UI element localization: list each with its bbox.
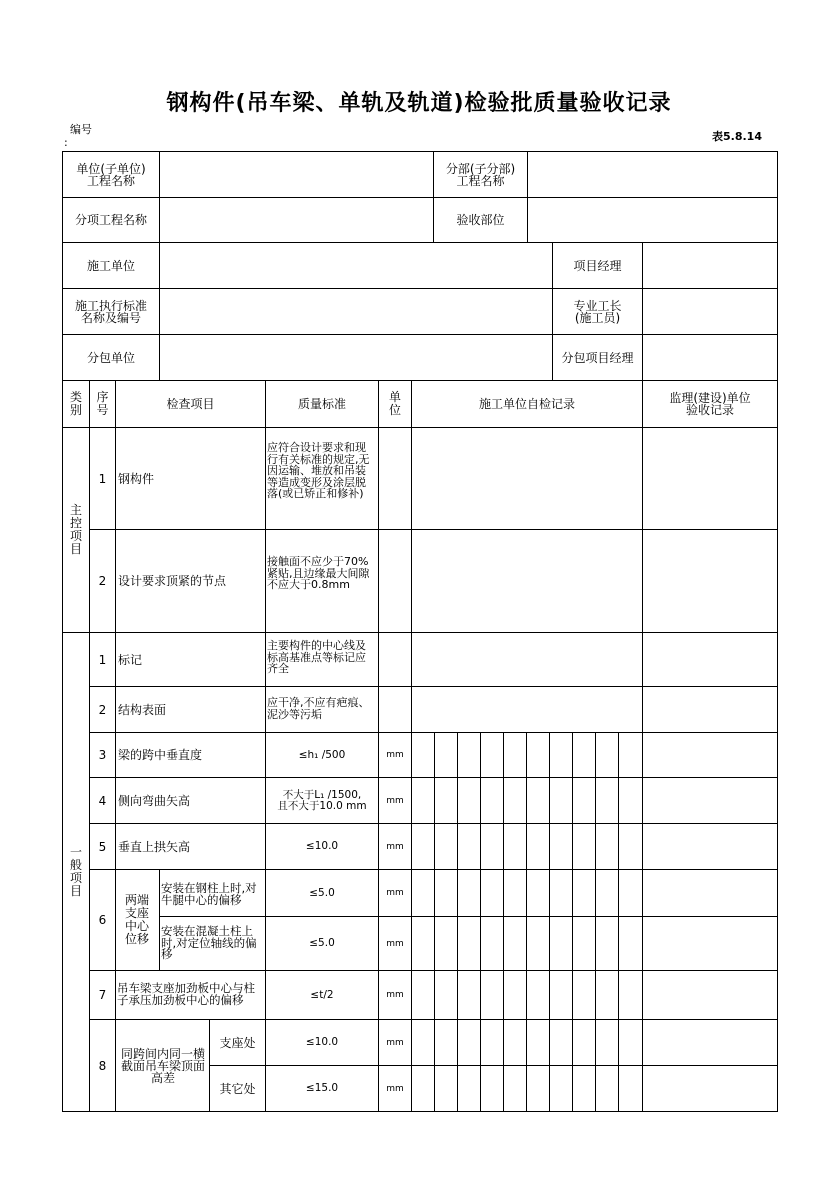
g-row6b-standard: ≤5.0 [309, 937, 335, 949]
g-row8-no: 8 [98, 1058, 107, 1073]
construction-unit-label: 施工单位 [86, 258, 135, 273]
g-row6a-item: 安装在钢柱上时,对牛腿中心的偏移 [161, 881, 257, 907]
main-control-category [63, 428, 89, 632]
subcontractor-label: 分包单位 [86, 350, 135, 365]
project-manager-label: 项目经理 [573, 258, 622, 273]
unit-name-label-line2: 工程名称 [86, 173, 135, 188]
g-row8b-item: 其它处 [219, 1081, 256, 1096]
foreman-label-line2: (施工员) [574, 310, 621, 325]
g-row1-standard: 主要构件的中心线及标高基准点等标记应齐全 [267, 639, 366, 675]
table-number: 表5.8.14 [712, 130, 762, 143]
g-row7-standard: ≤t/2 [310, 988, 334, 1001]
g-row4-standard [266, 778, 378, 823]
part-name-label [434, 152, 527, 197]
mc-row2-item: 设计要求顶紧的节点 [118, 574, 227, 588]
foreman-label [553, 289, 642, 334]
col-supervision-line2: 验收记录 [685, 403, 734, 417]
g-row8a-unit: mm [386, 1037, 404, 1048]
g-row3-no: 3 [98, 748, 107, 762]
col-standard: 质量标准 [297, 397, 346, 411]
g-row1-no: 1 [98, 652, 107, 667]
g-row3-item: 梁的跨中垂直度 [118, 748, 203, 762]
part-name-label-line2: 工程名称 [456, 173, 505, 188]
general-label: 一般项目 [69, 845, 82, 898]
g-row7-unit: mm [386, 990, 404, 1000]
sub-pm-label: 分包项目经理 [561, 350, 634, 365]
g-row5-unit: mm [386, 841, 404, 852]
std-name-label-line2: 名称及编号 [80, 310, 141, 325]
mc-row1-item: 钢构件 [118, 471, 155, 486]
col-supervision-line1: 监理(建设)单位 [669, 391, 751, 405]
foreman-label-line1: 专业工长 [573, 298, 622, 313]
g-row5-no: 5 [98, 839, 107, 854]
col-item: 检查项目 [166, 397, 215, 411]
g-row8-group: 同跨间内同一横截面吊车梁顶面高差 [120, 1046, 205, 1085]
g-row1-item: 标记 [118, 652, 143, 667]
g-row6-group: 两端支座中心位移 [124, 893, 149, 946]
col-supervision [643, 381, 777, 427]
g-row3-unit: mm [386, 750, 404, 760]
g-row4-standard-line2: 且不大于10.0 mm [277, 799, 367, 812]
g-row8a-standard: ≤10.0 [305, 1036, 339, 1048]
col-category-text: 类别 [69, 390, 82, 417]
col-seq-text: 序号 [96, 390, 109, 417]
g-row8a-item: 支座处 [219, 1035, 256, 1050]
sub-item-name-label: 分项工程名称 [74, 213, 147, 227]
unit-name-label-line1: 单位(子单位) [76, 161, 146, 176]
g-row4-standard-line1: 不大于L₁ /1500, [282, 788, 362, 801]
page-title: 钢构件(吊车梁、单轨及轨道)检验批质量验收记录 [166, 91, 672, 116]
g-row3-standard: ≤h₁ /500 [298, 748, 346, 761]
general-category [63, 633, 89, 1111]
part-name-label-line1: 分部(子分部) [445, 161, 516, 176]
mc-row2-no: 2 [98, 574, 107, 588]
g-row5-item: 垂直上拱矢高 [118, 839, 191, 854]
g-row4-unit: mm [386, 795, 404, 806]
g-row5-standard: ≤10.0 [305, 840, 339, 852]
g-row2-standard: 应干净,不应有疤痕、泥沙等污垢 [267, 696, 370, 721]
col-unit-text: 单位 [388, 390, 401, 417]
g-row6b-item: 安装在混凝土柱上时,对定位轴线的偏移 [161, 924, 257, 961]
g-row2-item: 结构表面 [118, 702, 167, 717]
g-row7-no: 7 [98, 988, 107, 1002]
col-unit [379, 381, 411, 427]
g-row7-item: 吊车梁支座加劲板中心与柱子承压加劲板中心的偏移 [117, 981, 255, 1007]
col-self-check: 施工单位自检记录 [478, 397, 575, 411]
std-name-label-line1: 施工执行标准 [74, 298, 147, 313]
col-category [63, 381, 89, 427]
main-control-label: 主控项目 [69, 503, 82, 556]
g-row8b-standard: ≤15.0 [305, 1082, 339, 1094]
g-row6-no: 6 [98, 913, 107, 927]
g-row4-item: 侧向弯曲矢高 [118, 793, 191, 808]
doc-number-colon: : [64, 136, 68, 149]
g-row2-no: 2 [98, 702, 107, 717]
g-row4-no: 4 [98, 793, 107, 808]
accept-part-label: 验收部位 [456, 213, 505, 227]
g-row8b-unit: mm [386, 1083, 404, 1094]
col-seq [90, 381, 115, 427]
g-row6b-unit: mm [386, 938, 404, 949]
doc-number-label: 编号 [70, 123, 92, 136]
std-name-label [63, 289, 159, 334]
mc-row2-standard: 接触面不应少于70%紧贴,且边缘最大间隙不应大于0.8mm [267, 555, 370, 591]
mc-row1-no: 1 [98, 471, 107, 486]
g-row6a-standard: ≤5.0 [309, 886, 335, 899]
g-row6a-unit: mm [386, 888, 404, 898]
mc-row1-standard: 应符合设计要求和现行有关标准的规定,无因运输、堆放和吊装等造成变形及涂层脱落(或已矫正和修补) [267, 441, 370, 500]
unit-name-label [63, 152, 159, 197]
